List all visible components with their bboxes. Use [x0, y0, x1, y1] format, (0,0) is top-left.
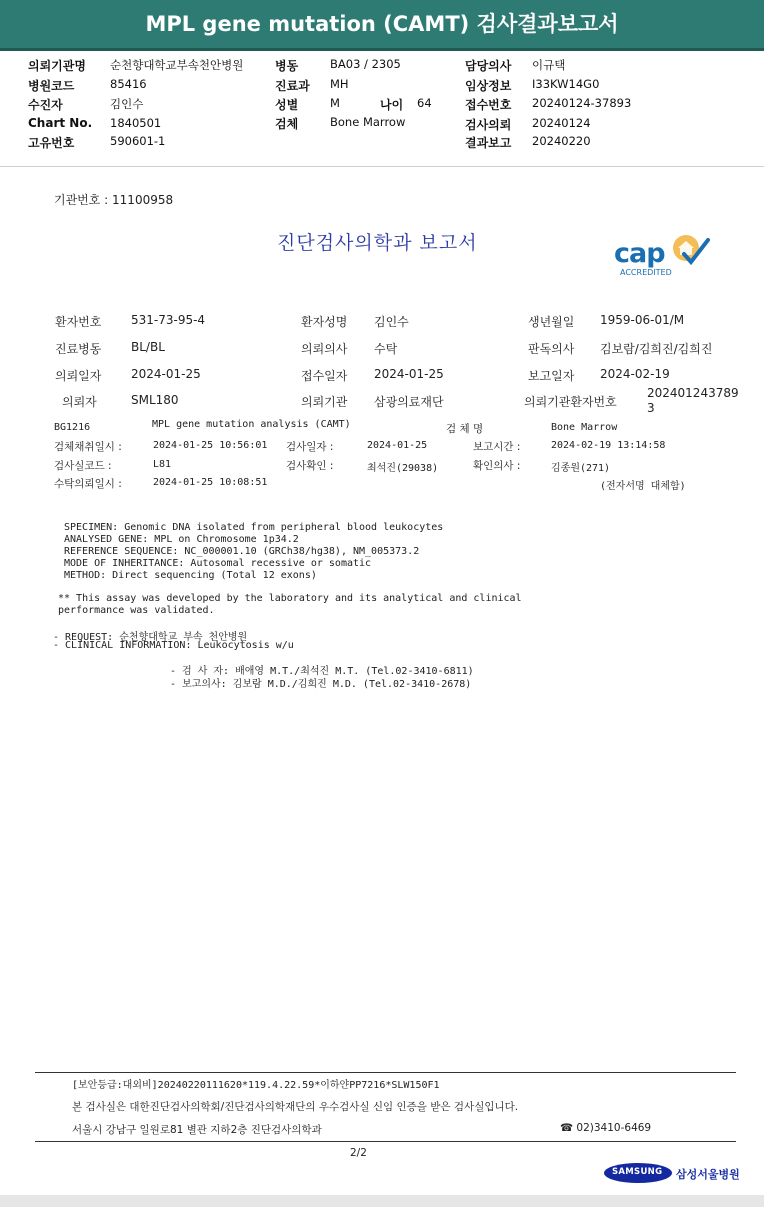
samsung-wordmark: SAMSUNG [612, 1167, 663, 1177]
label-request-date: 의뢰일자 [55, 369, 102, 383]
hdr-label-request-date: 검사의뢰 [465, 118, 512, 132]
electronic-signature-note: (전자서명 대체함) [600, 481, 686, 492]
hdr-label-clinical-info: 임상정보 [465, 79, 512, 93]
label-ward: 진료병동 [55, 342, 102, 356]
hdr-value-ward: BA03 / 2305 [330, 57, 401, 71]
test-name: MPL gene mutation analysis (CAMT) [152, 419, 351, 430]
label-requesting-institution: 의뢰기관 [301, 395, 348, 409]
label-requester: 의뢰자 [62, 395, 97, 409]
hdr-label-report-date: 결과보고 [465, 136, 512, 150]
cap-accredited-logo [612, 232, 712, 280]
body-line-inheritance: MODE OF INHERITANCE: Autosomal recessive or somatic [64, 558, 372, 569]
value-ward: BL/BL [131, 340, 165, 354]
value-lab-code: L81 [153, 459, 172, 470]
phone-line: ☎ 02)3410-6469 [560, 1122, 652, 1134]
value-institution-patient-no: 202401243789 [647, 386, 739, 400]
label-lab-code: 검사실코드 : [54, 460, 112, 472]
value-birth-date: 1959-06-01/M [600, 313, 685, 327]
report-title: 진단검사의학과 보고서 [277, 232, 478, 254]
footer-top-rule [35, 1072, 736, 1073]
hdr-label-department: 진료과 [275, 79, 310, 93]
hdr-value-patient: 김인수 [110, 97, 144, 111]
value-request-date: 2024-01-25 [131, 367, 201, 381]
cap-logo-text: cap [614, 238, 665, 269]
specimen-name-label: 검 체 명 [446, 423, 484, 435]
hdr-label-specimen: 검체 [275, 117, 299, 131]
label-test-confirm: 검사확인 : [286, 460, 334, 472]
page-number: 2/2 [350, 1147, 367, 1159]
label-confirm-doctor: 확인의사 : [473, 460, 521, 472]
reporting-doctor-line: - 보고의사: 김보람 M.D./김희진 M.D. (Tel.02-3410-2678) [170, 679, 472, 690]
value-institution-patient-no-wrap: 3 [647, 401, 655, 415]
note-line-2: performance was validated. [58, 605, 215, 616]
hdr-value-hospital-code: 85416 [110, 77, 147, 91]
value-receipt-date: 2024-01-25 [374, 367, 444, 381]
hdr-value-chart-no: 1840501 [110, 116, 162, 130]
report-header-title: MPL gene mutation (CAMT) 검사결과보고서 [145, 12, 619, 36]
address-line: 서울시 강남구 일원로81 별관 지하2층 진단검사의학과 [72, 1124, 322, 1136]
cap-logo-subtext: ACCREDITED [620, 268, 672, 277]
hdr-label-ward: 병동 [275, 59, 299, 73]
hdr-value-report-date: 20240220 [532, 134, 591, 148]
value-requester: SML180 [131, 393, 179, 407]
note-line-1: ** This assay was developed by the laboratory and its analytical and clinical [58, 593, 522, 604]
value-report-time: 2024-02-19 13:14:58 [551, 440, 666, 451]
header-divider [0, 166, 764, 167]
value-requesting-institution: 삼광의료재단 [374, 395, 444, 409]
body-line-reference: REFERENCE SEQUENCE: NC_000001.10 (GRCh38/hg38), NM_005373.2 [64, 546, 420, 557]
body-line-gene: ANALYSED GENE: MPL on Chromosome 1p34.2 [64, 534, 299, 545]
label-patient-name: 환자성명 [301, 315, 348, 329]
label-report-date: 보고일자 [528, 369, 575, 383]
request-line: - REQUEST: 순천향대학교 부속 천안병원 [53, 632, 248, 643]
institution-number: 기관번호 : 11100958 [54, 193, 174, 207]
label-consignment-time: 수탁의뢰일시 : [54, 478, 122, 490]
value-test-date: 2024-01-25 [367, 440, 428, 451]
hdr-label-institution: 의뢰기관명 [28, 59, 86, 73]
test-code: BG1216 [54, 422, 91, 433]
hdr-label-sex: 성별 [275, 98, 299, 112]
security-line: [보안등급:대외비]20240220111620*119.4.22.59*이하얀PP7216*SLW150F1 [72, 1080, 440, 1091]
label-institution-patient-no: 의뢰기관환자번호 [524, 395, 617, 409]
hdr-value-sex: M [330, 96, 340, 110]
hdr-label-doctor: 담당의사 [465, 59, 512, 73]
value-confirm-doctor: 김종원(271) [551, 463, 611, 474]
value-consignment-time: 2024-01-25 10:08:51 [153, 477, 268, 488]
hdr-label-age: 나이 [380, 98, 404, 112]
label-test-date: 검사일자 : [286, 441, 334, 453]
label-referring-doctor: 의뢰의사 [301, 342, 348, 356]
hdr-value-age: 64 [417, 96, 432, 110]
hdr-value-doctor: 이규택 [532, 58, 566, 72]
label-receipt-date: 접수일자 [301, 369, 348, 383]
value-patient-no: 531-73-95-4 [131, 313, 206, 327]
label-birth-date: 생년월일 [528, 315, 575, 329]
clinical-information-line: - CLINICAL INFORMATION: Leukocytosis w/u [53, 640, 294, 651]
hdr-label-patient: 수진자 [28, 98, 63, 112]
certification-line: 본 검사실은 대한진단검사의학회/진단검사의학재단의 우수검사실 신임 인증을 받은 검사실입니다. [72, 1101, 519, 1113]
footer-bottom-rule [35, 1141, 736, 1142]
label-patient-no: 환자번호 [55, 315, 102, 329]
hdr-value-request-date: 20240124 [532, 116, 591, 130]
hdr-label-chart-no: Chart No. [28, 116, 93, 130]
page-bottom-band [0, 1195, 764, 1207]
value-referring-doctor: 수탁 [374, 342, 398, 356]
label-report-time: 보고시간 : [473, 441, 521, 453]
hdr-value-clinical-info: I33KW14G0 [532, 77, 600, 91]
hdr-value-receipt-no: 20240124-37893 [532, 96, 632, 110]
value-reading-doctor: 김보람/김희진/김희진 [600, 342, 713, 356]
body-line-specimen: SPECIMEN: Genomic DNA isolated from peripheral blood leukocytes [64, 522, 444, 533]
hdr-label-unique-no: 고유번호 [28, 136, 75, 150]
label-collection-time: 검체채취일시 : [54, 441, 122, 453]
tester-line: - 검 사 자: 배애영 M.T./최석진 M.T. (Tel.02-3410-6811) [170, 666, 474, 677]
specimen-name-value: Bone Marrow [551, 422, 618, 433]
value-patient-name: 김인수 [374, 315, 409, 329]
value-report-date: 2024-02-19 [600, 367, 670, 381]
value-collection-time: 2024-01-25 10:56:01 [153, 440, 268, 451]
hospital-wordmark: 삼성서울병원 [676, 1168, 740, 1181]
body-line-method: METHOD: Direct sequencing (Total 12 exons) [64, 570, 317, 581]
hdr-label-receipt-no: 접수번호 [465, 98, 512, 112]
hdr-value-department: MH [330, 77, 349, 91]
samsung-hospital-logo [604, 1162, 738, 1186]
value-test-confirm: 최석진(29038) [367, 463, 439, 474]
hdr-value-unique-no: 590601-1 [110, 134, 166, 148]
hdr-value-specimen: Bone Marrow [330, 115, 406, 129]
hdr-label-hospital-code: 병원코드 [28, 79, 75, 93]
label-reading-doctor: 판독의사 [528, 342, 575, 356]
hdr-value-institution: 순천향대학교부속천안병원 [110, 58, 244, 72]
